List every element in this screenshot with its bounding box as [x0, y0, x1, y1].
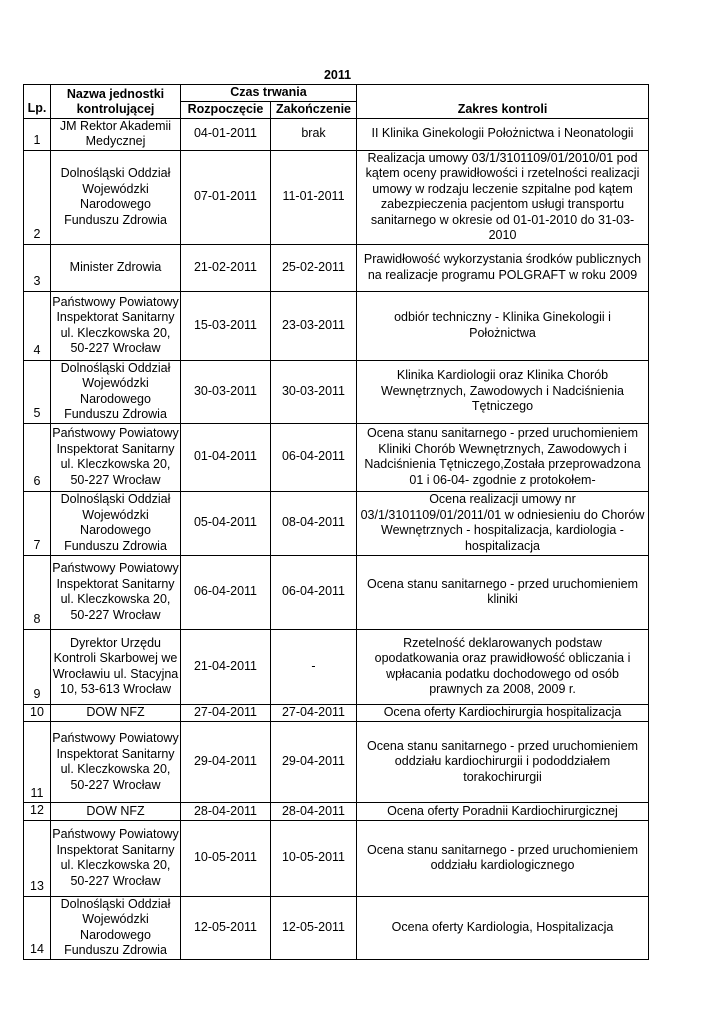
row-end-date: 06-04-2011 — [271, 423, 357, 491]
table-row — [24, 244, 649, 291]
row-lp: 2 — [24, 150, 51, 244]
row-start-date: 30-03-2011 — [181, 360, 271, 423]
row-end-date: - — [271, 629, 357, 704]
table-row — [24, 896, 649, 959]
table-row — [24, 803, 649, 821]
header-start: Rozpoczęcie — [181, 102, 271, 119]
row-lp: 8 — [24, 555, 51, 629]
year-heading: 2011 — [323, 68, 352, 82]
row-start-date: 04-01-2011 — [181, 118, 271, 150]
row-scope: Ocena realizacji umowy nr 03/1/3101109/01/2011/01 w odniesieniu do Chorów Wewnętrznych - hospitalizacja, kardiologia - hospitalizacja — [357, 491, 649, 555]
row-lp: 10 — [24, 704, 51, 722]
row-scope: Ocena oferty Kardiologia, Hospitalizacja — [357, 896, 649, 959]
table-row — [24, 820, 649, 896]
row-scope: II Klinika Ginekologii Położnictwa i Neonatologii — [357, 118, 649, 150]
row-start-date: 06-04-2011 — [181, 555, 271, 629]
table-row — [24, 629, 649, 704]
row-end-date: 10-05-2011 — [271, 820, 357, 896]
row-end-date: 23-03-2011 — [271, 291, 357, 360]
row-start-date: 05-04-2011 — [181, 491, 271, 555]
row-end-date: 27-04-2011 — [271, 704, 357, 722]
row-lp: 3 — [24, 244, 51, 291]
row-start-date: 29-04-2011 — [181, 722, 271, 803]
row-scope: odbiór techniczny - Klinika Ginekologii i Położnictwa — [357, 291, 649, 360]
row-unit: Dolnośląski Oddział Wojewódzki Narodowego Funduszu Zdrowia — [51, 360, 181, 423]
table-body — [24, 118, 649, 959]
row-start-date: 12-05-2011 — [181, 896, 271, 959]
row-start-date: 01-04-2011 — [181, 423, 271, 491]
row-end-date: 28-04-2011 — [271, 803, 357, 821]
row-unit: DOW NFZ — [51, 704, 181, 722]
header-duration: Czas trwania — [181, 85, 357, 102]
table-row — [24, 491, 649, 555]
row-lp: 5 — [24, 360, 51, 423]
row-start-date: 21-02-2011 — [181, 244, 271, 291]
row-scope: Ocena stanu sanitarnego - przed uruchomieniem oddziału kardiochirurgii i pododdziałem torakochirurgii — [357, 722, 649, 803]
row-unit: Państwowy Powiatowy Inspektorat Sanitarny ul. Kleczkowska 20, 50-227 Wrocław — [51, 423, 181, 491]
row-unit: Państwowy Powiatowy Inspektorat Sanitarny ul. Kleczkowska 20, 50-227 Wrocław — [51, 291, 181, 360]
row-unit: Dolnośląski Oddział Wojewódzki Narodowego Funduszu Zdrowia — [51, 896, 181, 959]
table-row — [24, 118, 649, 150]
row-end-date: 25-02-2011 — [271, 244, 357, 291]
row-start-date: 21-04-2011 — [181, 629, 271, 704]
row-start-date: 27-04-2011 — [181, 704, 271, 722]
table-row — [24, 555, 649, 629]
row-unit: Państwowy Powiatowy Inspektorat Sanitarny ul. Kleczkowska 20, 50-227 Wrocław — [51, 820, 181, 896]
row-scope: Ocena oferty Poradnii Kardiochirurgicznej — [357, 803, 649, 821]
row-start-date: 10-05-2011 — [181, 820, 271, 896]
row-scope: Rzetelność deklarowanych podstaw opodatkowania oraz prawidłowość obliczania i wpłacania podatku dochodowego od osób prawnych za 2008, 2009 r. — [357, 629, 649, 704]
row-unit: Dyrektor Urzędu Kontroli Skarbowej we Wrocławiu ul. Stacyjna 10, 53-613 Wrocław — [51, 629, 181, 704]
row-unit: JM Rektor Akademii Medycznej — [51, 118, 181, 150]
row-end-date: 12-05-2011 — [271, 896, 357, 959]
row-scope: Ocena stanu sanitarnego - przed uruchomieniem oddziału kardiologicznego — [357, 820, 649, 896]
row-unit: Państwowy Powiatowy Inspektorat Sanitarny ul. Kleczkowska 20, 50-227 Wrocław — [51, 555, 181, 629]
header-unit: Nazwa jednostki kontrolującej — [51, 85, 181, 119]
row-end-date: 29-04-2011 — [271, 722, 357, 803]
row-unit: DOW NFZ — [51, 803, 181, 821]
row-scope: Klinika Kardiologii oraz Klinika Chorób Wewnętrznych, Zawodowych i Nadciśnienia Tętniczego — [357, 360, 649, 423]
row-start-date: 07-01-2011 — [181, 150, 271, 244]
row-scope: Realizacja umowy 03/1/3101109/01/2010/01 pod kątem oceny prawidłowości i rzetelności realizacji umowy w rodzaju leczenie szpitalne pod kątem zabezpieczenia pacjentom usługi transportu sanitarnego w okresie od 01-01-2010 do 31-03-2010 — [357, 150, 649, 244]
table-row — [24, 722, 649, 803]
row-end-date: 11-01-2011 — [271, 150, 357, 244]
row-scope: Prawidłowość wykorzystania środków publicznych na realizacje programu POLGRAFT w roku 2009 — [357, 244, 649, 291]
row-unit: Dolnośląski Oddział Wojewódzki Narodowego Funduszu Zdrowia — [51, 150, 181, 244]
inspections-table — [23, 84, 649, 960]
row-scope: Ocena stanu sanitarnego - przed uruchomieniem Kliniki Chorób Wewnętrznych, Zawodowych i Nadciśnienia Tętniczego,Została przeprowadzona 01 i 06-04- zgodnie z protokołem- — [357, 423, 649, 491]
header-scope: Zakres kontroli — [357, 85, 649, 119]
table-row — [24, 704, 649, 722]
row-unit: Państwowy Powiatowy Inspektorat Sanitarny ul. Kleczkowska 20, 50-227 Wrocław — [51, 722, 181, 803]
row-lp: 9 — [24, 629, 51, 704]
row-lp: 11 — [24, 722, 51, 803]
table-row — [24, 291, 649, 360]
header-lp: Lp. — [24, 85, 51, 119]
row-end-date: 06-04-2011 — [271, 555, 357, 629]
row-lp: 12 — [24, 803, 51, 821]
row-scope: Ocena stanu sanitarnego - przed uruchomieniem kliniki — [357, 555, 649, 629]
table-row — [24, 360, 649, 423]
row-end-date: brak — [271, 118, 357, 150]
row-lp: 4 — [24, 291, 51, 360]
row-start-date: 15-03-2011 — [181, 291, 271, 360]
row-lp: 6 — [24, 423, 51, 491]
row-unit: Dolnośląski Oddział Wojewódzki Narodowego Funduszu Zdrowia — [51, 491, 181, 555]
row-start-date: 28-04-2011 — [181, 803, 271, 821]
row-scope: Ocena oferty Kardiochirurgia hospitalizacja — [357, 704, 649, 722]
row-end-date: 30-03-2011 — [271, 360, 357, 423]
header-end: Zakończenie — [271, 102, 357, 119]
table-row — [24, 150, 649, 244]
row-lp: 7 — [24, 491, 51, 555]
row-lp: 13 — [24, 820, 51, 896]
row-end-date: 08-04-2011 — [271, 491, 357, 555]
row-unit: Minister Zdrowia — [51, 244, 181, 291]
row-lp: 1 — [24, 118, 51, 150]
row-lp: 14 — [24, 896, 51, 959]
table-row — [24, 423, 649, 491]
